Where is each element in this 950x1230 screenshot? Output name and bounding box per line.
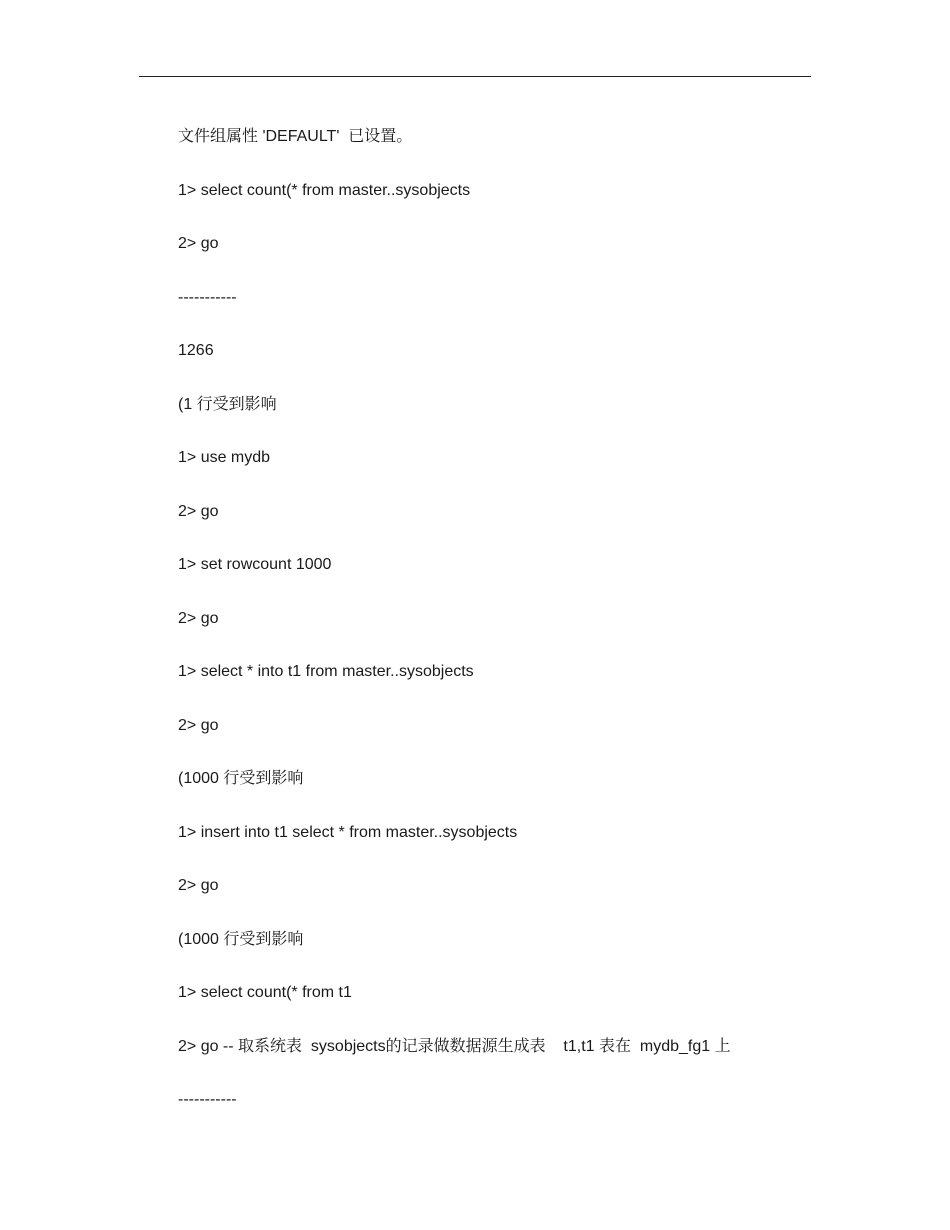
text-line: (1000 行受到影响 bbox=[178, 930, 304, 948]
text-line: (1 行受到影响 bbox=[178, 395, 277, 413]
text-line: 1> use mydb bbox=[178, 449, 271, 466]
text-line: 1> set rowcount 1000 bbox=[178, 556, 332, 573]
text-line: ----------- bbox=[178, 1091, 237, 1108]
text-line: 1> select count(* from t1 bbox=[178, 984, 352, 1001]
text-line: ----------- bbox=[178, 288, 237, 306]
document-body bbox=[178, 124, 818, 1141]
text-line: 2> go bbox=[178, 716, 219, 734]
text-line: 1> select * into t1 from master..sysobjects bbox=[178, 663, 474, 680]
text-line: 2> go -- 取系统表 sysobjects的记录做数据源生成表 t1,t1 表在 mydb_fg1 上 bbox=[178, 1037, 731, 1055]
text-line: 2> go bbox=[178, 235, 219, 252]
text-line: 1266 bbox=[178, 342, 214, 359]
text-line: 2> go bbox=[178, 609, 219, 627]
text-line: 1> insert into t1 select * from master..sysobjects bbox=[178, 823, 518, 841]
text-line: 2> go bbox=[178, 877, 219, 894]
text-line: (1000 行受到影响 bbox=[178, 770, 304, 787]
header-rule bbox=[139, 76, 811, 77]
text-line: 文件组属性 'DEFAULT' 已设置。 bbox=[178, 128, 413, 145]
text-line: 1> select count(* from master..sysobjects bbox=[178, 181, 471, 199]
text-line: 2> go bbox=[178, 502, 219, 520]
